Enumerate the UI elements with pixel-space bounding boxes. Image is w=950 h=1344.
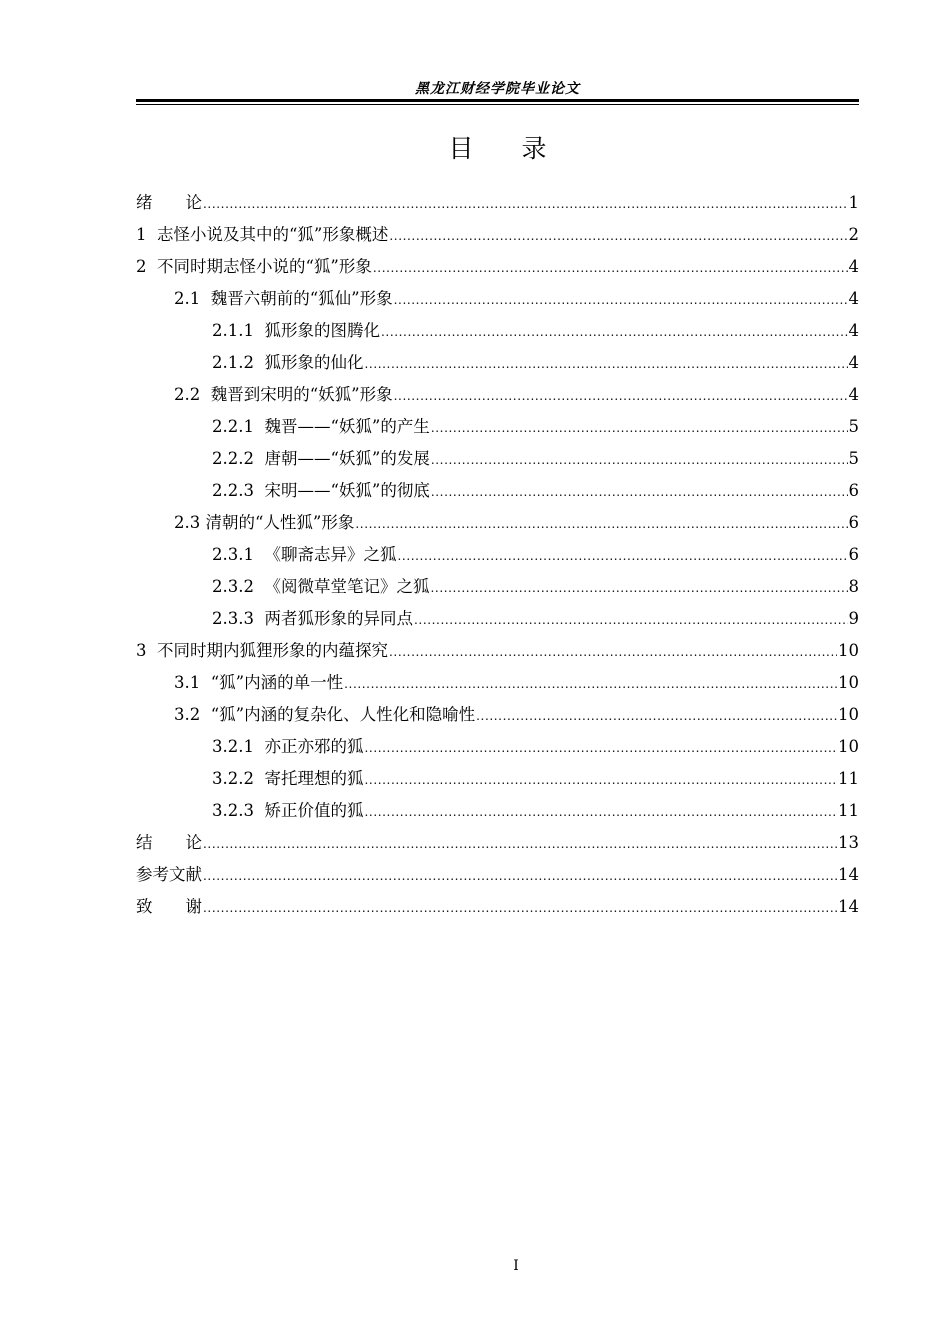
toc-entry[interactable]: [136, 475, 859, 507]
toc-entry[interactable]: [136, 315, 859, 347]
toc-entry-label: 2.2 魏晋到宋明的“妖狐”形象: [174, 385, 393, 404]
toc-leader-dots: [203, 828, 837, 860]
toc-entry-page: 4: [848, 353, 859, 372]
toc-entry-label: 2.1 魏晋六朝前的“狐仙”形象: [174, 289, 393, 308]
toc-leader-dots: [397, 540, 847, 572]
table-of-contents: [136, 187, 859, 923]
toc-entry-page: 6: [848, 513, 859, 532]
toc-title-char: 目: [448, 134, 474, 163]
header-rule-thin: [136, 104, 859, 105]
toc-entry-page: 4: [848, 385, 859, 404]
toc-entry-page: 13: [838, 833, 859, 852]
toc-entry-page: 4: [848, 289, 859, 308]
running-header: 黑龙江财经学院毕业论文: [415, 81, 580, 97]
toc-entry[interactable]: [136, 763, 859, 795]
toc-leader-dots: [364, 732, 837, 764]
toc-entry-label: 2.1.2 狐形象的仙化: [212, 353, 364, 372]
toc-entry-label: 2.2.1 魏晋——“妖狐”的产生: [212, 417, 430, 436]
toc-entry[interactable]: [136, 731, 859, 763]
toc-entry-page: 10: [838, 641, 859, 660]
toc-leader-dots: [414, 604, 848, 636]
toc-entry-label: 3.2.2 寄托理想的狐: [212, 769, 364, 788]
toc-entry[interactable]: [136, 859, 859, 891]
toc-entry[interactable]: [136, 283, 859, 315]
toc-entry[interactable]: [136, 507, 859, 539]
toc-entry-label: 2.3.1 《聊斋志异》之狐: [212, 545, 397, 564]
toc-leader-dots: [431, 412, 848, 444]
toc-entry-label: 3.1 “狐”内涵的单一性: [174, 673, 344, 692]
header-rule-thick: [136, 99, 859, 102]
toc-leader-dots: [203, 188, 848, 220]
toc-entry-page: 9: [848, 609, 859, 628]
toc-entry[interactable]: [136, 187, 859, 219]
toc-entry-page: 1: [848, 193, 859, 212]
toc-entry-label: 3.2.3 矫正价值的狐: [212, 801, 364, 820]
toc-entry-page: 11: [838, 769, 859, 788]
toc-title: [136, 133, 859, 165]
toc-entry-page: 2: [848, 225, 859, 244]
toc-entry[interactable]: [136, 635, 859, 667]
toc-entry-label: 2 不同时期志怪小说的“狐”形象: [136, 257, 372, 276]
toc-leader-dots: [203, 892, 837, 924]
toc-entry[interactable]: [136, 603, 859, 635]
toc-entry[interactable]: [136, 443, 859, 475]
toc-leader-dots: [389, 636, 837, 668]
toc-entry-page: 5: [848, 449, 859, 468]
toc-entry[interactable]: [136, 539, 859, 571]
toc-entry-page: 11: [838, 801, 859, 820]
toc-leader-dots: [389, 220, 847, 252]
toc-entry-page: 4: [848, 321, 859, 340]
toc-entry-label: 3 不同时期内狐狸形象的内蕴探究: [136, 641, 388, 660]
toc-entry-label: 致 谢: [136, 897, 202, 916]
toc-entry[interactable]: [136, 571, 859, 603]
toc-leader-dots: [431, 444, 848, 476]
toc-entry-page: 4: [848, 257, 859, 276]
toc-entry[interactable]: [136, 251, 859, 283]
toc-entry-page: 6: [848, 545, 859, 564]
toc-leader-dots: [364, 764, 837, 796]
toc-entry[interactable]: [136, 347, 859, 379]
toc-entry-page: 14: [838, 865, 859, 884]
toc-leader-dots: [430, 572, 847, 604]
toc-entry-label: 3.2 “狐”内涵的复杂化、人性化和隐喻性: [174, 705, 476, 724]
toc-entry-page: 10: [838, 737, 859, 756]
toc-entry[interactable]: [136, 219, 859, 251]
toc-leader-dots: [364, 348, 847, 380]
toc-leader-dots: [355, 508, 847, 540]
toc-entry-label: 2.2.2 唐朝——“妖狐”的发展: [212, 449, 430, 468]
toc-entry[interactable]: [136, 379, 859, 411]
toc-entry[interactable]: [136, 667, 859, 699]
toc-entry-page: 14: [838, 897, 859, 916]
toc-entry-label: 2.3 清朝的“人性狐”形象: [174, 513, 355, 532]
toc-leader-dots: [381, 316, 848, 348]
toc-leader-dots: [203, 860, 837, 892]
toc-entry-label: 2.1.1 狐形象的图腾化: [212, 321, 380, 340]
toc-entry[interactable]: [136, 411, 859, 443]
toc-leader-dots: [344, 668, 837, 700]
toc-entry-label: 3.2.1 亦正亦邪的狐: [212, 737, 364, 756]
toc-entry-label: 绪 论: [136, 193, 202, 212]
toc-entry-label: 1 志怪小说及其中的“狐”形象概述: [136, 225, 389, 244]
toc-entry-page: 10: [838, 673, 859, 692]
toc-leader-dots: [373, 252, 848, 284]
toc-title-char: 录: [521, 134, 547, 163]
toc-entry-label: 结 论: [136, 833, 202, 852]
toc-entry-label: 参考文献: [136, 865, 202, 884]
toc-entry-label: 2.3.3 两者狐形象的异同点: [212, 609, 413, 628]
toc-entry-page: 10: [838, 705, 859, 724]
toc-entry[interactable]: [136, 827, 859, 859]
toc-leader-dots: [394, 380, 848, 412]
toc-leader-dots: [394, 284, 848, 316]
toc-entry[interactable]: [136, 795, 859, 827]
toc-entry-label: 2.2.3 宋明——“妖狐”的彻底: [212, 481, 430, 500]
toc-entry[interactable]: [136, 699, 859, 731]
toc-entry[interactable]: [136, 891, 859, 923]
toc-entry-page: 5: [848, 417, 859, 436]
toc-leader-dots: [431, 476, 848, 508]
toc-leader-dots: [364, 796, 837, 828]
toc-entry-page: 8: [848, 577, 859, 596]
toc-entry-page: 6: [848, 481, 859, 500]
toc-leader-dots: [476, 700, 837, 732]
toc-entry-label: 2.3.2 《阅微草堂笔记》之狐: [212, 577, 430, 596]
page-number: I: [513, 1258, 519, 1274]
